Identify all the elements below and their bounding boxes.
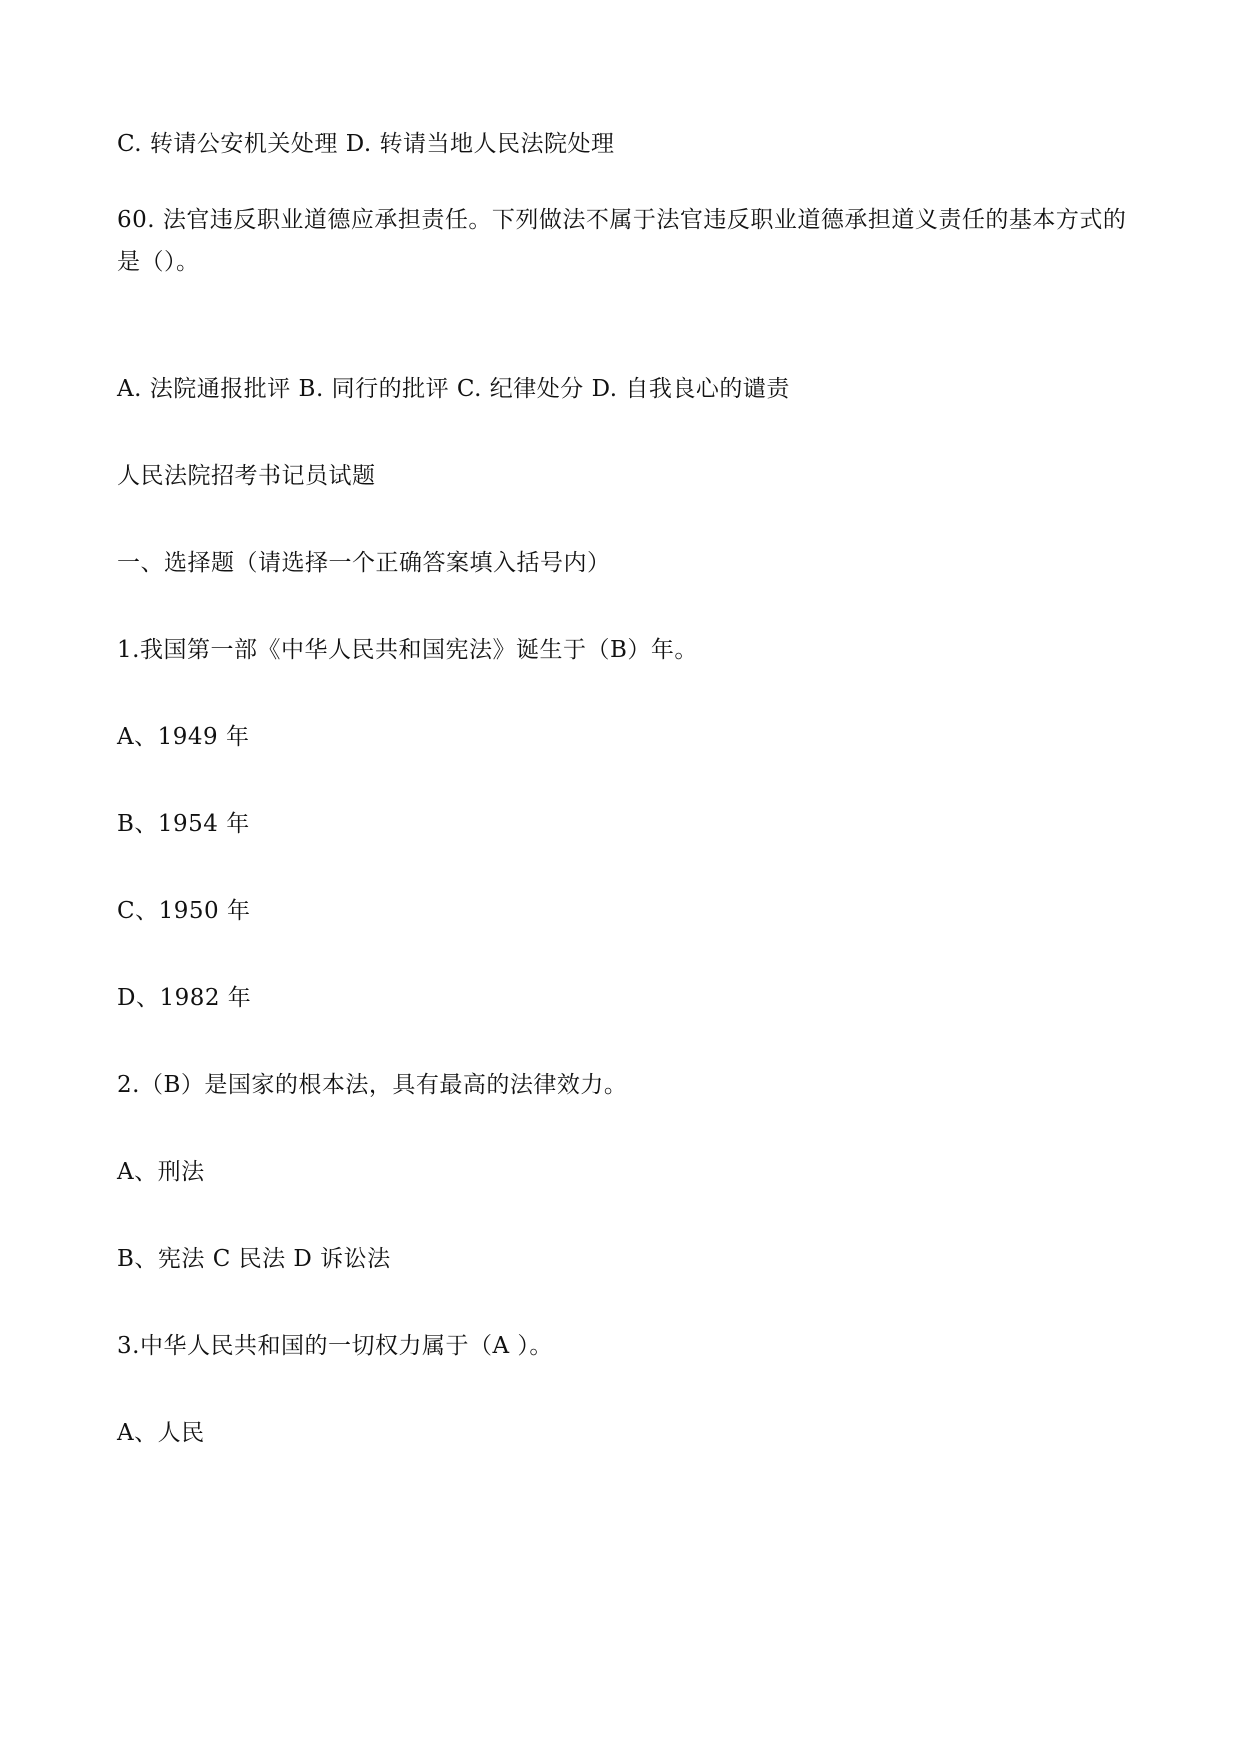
question-1: 1.我国第一部《中华人民共和国宪法》诞生于（B）年。 <box>117 637 698 663</box>
question-60: 60. 法官违反职业道德应承担责任。下列做法不属于法官违反职业道德承担道义责任的基本方式的是（）。 <box>117 207 1127 275</box>
option-1d: D、1982 年 <box>117 985 252 1011</box>
option-line-q60: A. 法院通报批评 B. 同行的批评 C. 纪律处分 D. 自我良心的谴责 <box>117 376 790 402</box>
section-title: 人民法院招考书记员试题 <box>117 463 376 489</box>
option-3a: A、人民 <box>117 1420 205 1446</box>
option-1c: C、1950 年 <box>117 898 251 924</box>
question-3: 3.中华人民共和国的一切权力属于（A ）。 <box>117 1333 553 1359</box>
option-1b: B、1954 年 <box>117 811 250 837</box>
option-line-q59-cd: C. 转请公安机关处理 D. 转请当地人民法院处理 <box>117 131 615 157</box>
section-heading-choice: 一、选择题（请选择一个正确答案填入括号内） <box>117 550 611 576</box>
question-2: 2.（B）是国家的根本法，具有最高的法律效力。 <box>117 1072 628 1098</box>
option-2a: A、刑法 <box>117 1159 205 1185</box>
option-1a: A、1949 年 <box>117 724 250 750</box>
option-2b-d: B、宪法 C 民法 D 诉讼法 <box>117 1246 391 1272</box>
